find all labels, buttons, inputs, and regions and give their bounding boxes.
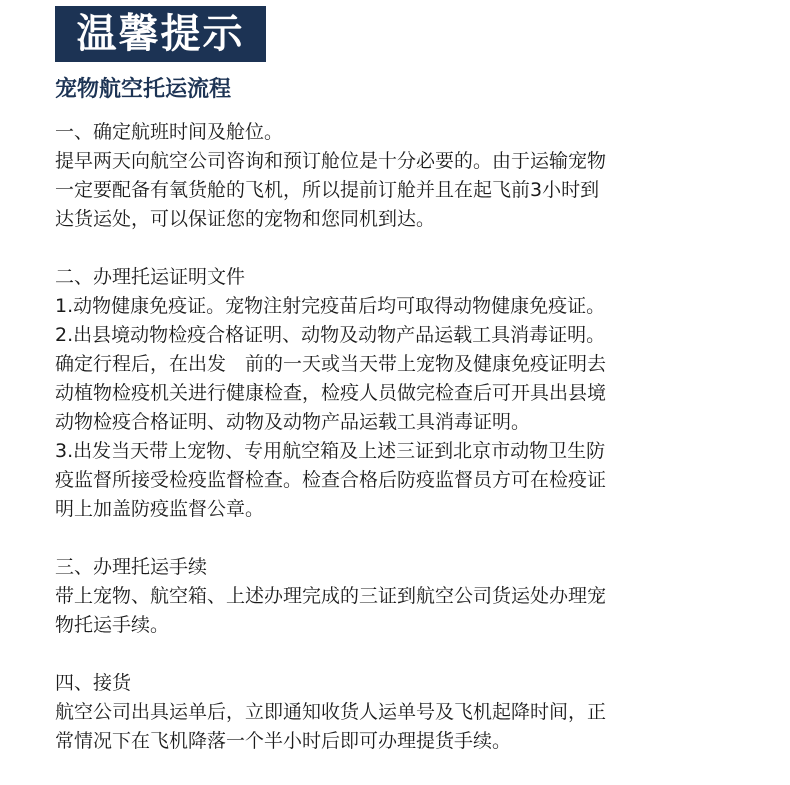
paragraph-line: 动植物检疫机关进行健康检查，检疫人员做完检查后可开具出县境 [55,382,607,404]
paragraph-line: 常情况下在飞机降落一个半小时后即可办理提货手续。 [55,730,512,752]
section-confirm-flight [55,118,765,234]
paragraph-line: 达货运处，可以保证您的宠物和您同机到达。 [55,208,436,230]
paragraph-line: 确定行程后，在出发 前的一天或当天带上宠物及健康免疫证明去 [55,353,607,375]
section-checkin [55,553,765,640]
section-heading: 宠物航空托运流程 [55,77,232,102]
section-pickup [55,669,765,756]
paragraph-line: 一定要配备有氧货舱的飞机，所以提前订舱并且在起飞前3小时到 [55,179,600,201]
paragraph-line: 物托运手续。 [55,614,170,636]
paragraph-line: 2.出县境动物检疫合格证明、动物及动物产品运载工具消毒证明。 [55,324,606,346]
paragraph-line: 3.出发当天带上宠物、专用航空箱及上述三证到北京市动物卫生防 [55,440,606,462]
section-heading-line: 二、办理托运证明文件 [55,266,246,288]
paragraph-line: 疫监督所接受检疫监督检查。检查合格后防疫监督员方可在检疫证 [55,469,607,491]
paragraph-line: 明上加盖防疫监督公章。 [55,498,265,520]
section-heading-line: 一、确定航班时间及舱位。 [55,121,284,143]
section-heading-line: 三、办理托运手续 [55,556,208,578]
content-body [55,118,765,785]
paragraph-line: 航空公司出具运单后，立即通知收货人运单号及飞机起降时间，正 [55,701,607,723]
banner-title: 温馨提示 [55,6,266,62]
paragraph-line: 动物检疫合格证明、动物及动物产品运载工具消毒证明。 [55,411,531,433]
section-heading-line: 四、接货 [55,672,132,694]
paragraph-line: 提早两天向航空公司咨询和预订舱位是十分必要的。由于运输宠物 [55,150,607,172]
paragraph-line: 1.动物健康免疫证。宠物注射完疫苗后均可取得动物健康免疫证。 [55,295,606,317]
paragraph-line: 带上宠物、航空箱、上述办理完成的三证到航空公司货运处办理宠 [55,585,607,607]
section-documents [55,263,765,524]
